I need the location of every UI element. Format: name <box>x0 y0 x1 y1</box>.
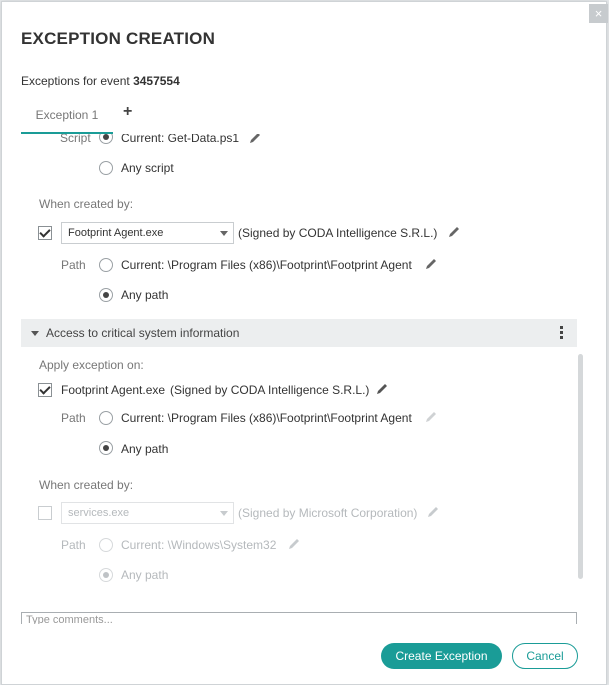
target-path-current-label: Current: \Program Files (x86)\Footprint\Footprint Agent <box>121 411 412 425</box>
close-button[interactable]: × <box>589 4 608 23</box>
target-path-current-radio[interactable] <box>99 411 113 425</box>
event-id: 3457554 <box>133 74 180 88</box>
target-signed-label: (Signed by CODA Intelligence S.R.L.) <box>170 383 370 397</box>
creator-path-current-label: Current: \Program Files (x86)\Footprint\Footprint Agent <box>121 258 412 272</box>
creator-path-any-label: Any path <box>121 288 169 302</box>
edit-script-pencil-icon[interactable] <box>248 134 262 145</box>
edit-section2-creator-path-pencil-icon[interactable] <box>287 537 301 551</box>
section-title: Access to critical system information <box>46 326 240 340</box>
create-exception-button[interactable]: Create Exception <box>381 643 502 669</box>
apply-exception-on-label: Apply exception on: <box>39 358 144 372</box>
creator-path-any-radio[interactable] <box>99 288 113 302</box>
section2-creator-path-current-radio[interactable] <box>99 538 113 552</box>
comments-placeholder: Type comments... <box>26 614 113 624</box>
chevron-down-icon <box>220 511 228 516</box>
creator-signed-label: (Signed by CODA Intelligence S.R.L.) <box>238 226 438 240</box>
creator-path-current-radio[interactable] <box>99 258 113 272</box>
target-path-label: Path <box>61 411 86 425</box>
section2-creator-path-any-label: Any path <box>121 568 169 582</box>
event-prefix: Exceptions for event <box>21 74 134 88</box>
more-options-icon[interactable] <box>560 326 564 341</box>
creator-checkbox[interactable] <box>38 226 52 240</box>
target-path-any-radio[interactable] <box>99 441 113 455</box>
when-created-by-label: When created by: <box>39 197 134 211</box>
tab-exception-1[interactable]: Exception 1 <box>21 104 113 134</box>
section2-creator-signed-label: (Signed by Microsoft Corporation) <box>238 506 418 520</box>
cancel-button[interactable]: Cancel <box>512 643 578 669</box>
creator-path-label: Path <box>61 258 86 272</box>
scrollbar[interactable] <box>578 354 583 579</box>
creator-select-value: Footprint Agent.exe <box>68 227 164 239</box>
script-any-radio[interactable] <box>99 161 113 175</box>
edit-section2-creator-pencil-icon[interactable] <box>426 505 440 519</box>
collapse-triangle-icon[interactable] <box>31 331 39 336</box>
script-any-label: Any script <box>121 161 174 175</box>
creator-select[interactable] <box>61 222 234 244</box>
script-label: Script <box>60 134 91 145</box>
section2-creator-select[interactable] <box>61 502 234 524</box>
add-tab-button[interactable]: + <box>123 103 133 120</box>
section2-creator-path-current-label: Current: \Windows\System32 <box>121 538 277 552</box>
section2-creator-checkbox[interactable] <box>38 506 52 520</box>
edit-target-path-pencil-icon[interactable] <box>424 410 438 424</box>
dialog-title: EXCEPTION CREATION <box>21 29 216 48</box>
edit-creator-path-pencil-icon[interactable] <box>424 257 438 271</box>
section2-creator-path-label: Path <box>61 538 86 552</box>
edit-target-pencil-icon[interactable] <box>375 382 389 396</box>
section2-when-created-by-label: When created by: <box>39 478 134 492</box>
comments-input[interactable] <box>21 612 577 624</box>
edit-creator-pencil-icon[interactable] <box>447 225 461 239</box>
target-checkbox[interactable] <box>38 383 52 397</box>
script-current-radio[interactable] <box>99 134 113 144</box>
critical-info-section-header[interactable] <box>21 319 577 347</box>
event-line <box>21 74 180 88</box>
script-current-label: Current: Get-Data.ps1 <box>121 134 240 145</box>
target-name: Footprint Agent.exe <box>61 383 166 397</box>
exception-form-scroll-area <box>2 134 606 604</box>
section2-creator-path-any-radio[interactable] <box>99 568 113 582</box>
chevron-down-icon <box>220 231 228 236</box>
section2-creator-select-value: services.exe <box>68 507 130 519</box>
exception-creation-dialog <box>1 1 607 685</box>
target-path-any-label: Any path <box>121 442 169 456</box>
